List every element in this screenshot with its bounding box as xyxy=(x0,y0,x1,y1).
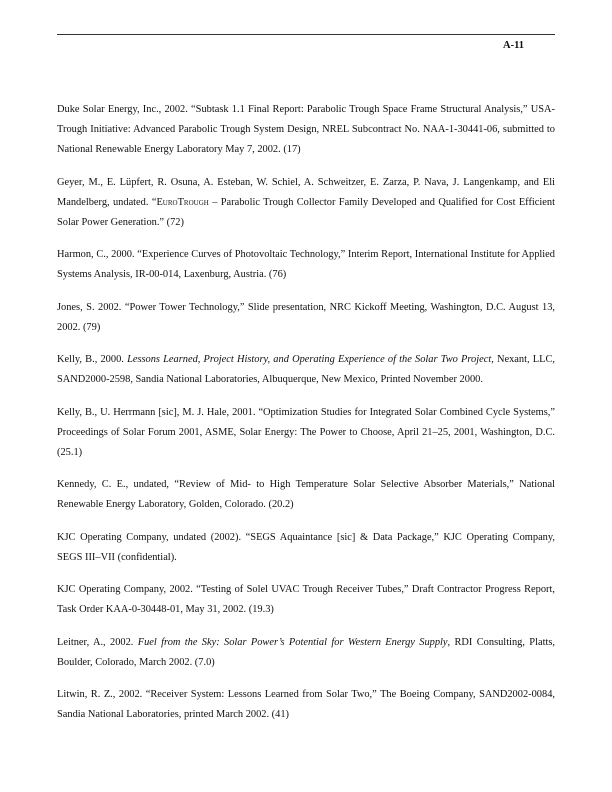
reference-list xyxy=(57,100,555,738)
reference-text: Leitner, A., 2002. xyxy=(57,636,138,648)
header-rule xyxy=(57,34,555,35)
reference-entry xyxy=(57,403,555,463)
reference-entry xyxy=(57,350,555,390)
reference-text: – Parabolic Trough Collector Family Developed and Qualified for Cost Efficient Solar Power Generation.” (72) xyxy=(57,196,555,228)
reference-entry xyxy=(57,580,555,620)
reference-text: Kennedy, C. E., undated, “Review of Mid- to High Temperature Solar Selective Absorber Materials,” National Renewable Energy Laboratory, Golden, Colorado. (20.2) xyxy=(57,479,555,510)
reference-entry xyxy=(57,173,555,233)
reference-entry xyxy=(57,685,555,725)
reference-entry xyxy=(57,298,555,338)
reference-smallcaps-title: EuroTrough xyxy=(156,196,209,208)
reference-text: , Nexant, LLC, SAND2000-2598, Sandia National Laboratories, Albuquerque, New Mexico, Printed November 2000. xyxy=(57,354,555,385)
reference-text: KJC Operating Company, undated (2002). “SEGS Aquaintance [sic] & Data Package,” KJC Operating Company, SEGS III–VII (confidential). xyxy=(57,531,555,563)
reference-italic-title: Fuel from the Sky: Solar Power’s Potential for Western Energy Supply xyxy=(137,636,448,648)
reference-entry xyxy=(57,528,555,568)
reference-italic-title: Lessons Learned, Project History, and Operating Experience of the Solar Two Project xyxy=(127,354,492,365)
reference-text: Geyer, M., E. Lüpfert, R. Osuna, A. Esteban, W. Schiel, A. Schweitzer, E. Zarza, P. Nava, J. Langenkamp, and Eli Mandelberg, undated. “ xyxy=(57,176,555,208)
reference-text: Kelly, B., 2000. xyxy=(57,354,128,365)
reference-text: Kelly, B., U. Herrmann [sic], M. J. Hale, 2001. “Optimization Studies for Integrated Solar Combined Cycle Systems,” Proceedings of Solar Forum 2001, ASME, Solar Energy: The Power to Choose, April 21–25, 2001, Washington, D.C. (25.1) xyxy=(57,406,555,458)
reference-entry xyxy=(57,245,555,285)
reference-text: , RDI Consulting, Platts, Boulder, Colorado, March 2002. (7.0) xyxy=(57,636,555,668)
reference-text: KJC Operating Company, 2002. “Testing of Solel UVAC Trough Receiver Tubes,” Draft Contractor Progress Report, Task Order KAA-0-30448-01, May 31, 2002. (19.3) xyxy=(57,584,555,615)
reference-text: Duke Solar Energy, Inc., 2002. “Subtask 1.1 Final Report: Parabolic Trough Space Frame Structural Analysis,” USA-Trough Initiative: Advanced Parabolic Trough System Design, NREL Subcontract No. NAA-1-30441-06, submitted to National Renewable Energy Laboratory May 7, 2002. (17) xyxy=(57,104,555,155)
reference-entry xyxy=(57,633,555,673)
reference-entry xyxy=(57,100,555,160)
reference-text: Harmon, C., 2000. “Experience Curves of Photovoltaic Technology,” Interim Report, International Institute for Applied Systems Analysis, IR-00-014, Laxenburg, Austria. (76) xyxy=(57,249,555,280)
reference-entry xyxy=(57,475,555,515)
reference-text: Jones, S. 2002. “Power Tower Technology,” Slide presentation, NRC Kickoff Meeting, Washington, D.C. August 13, 2002. (79) xyxy=(57,301,555,333)
reference-text: Litwin, R. Z., 2002. “Receiver System: Lessons Learned from Solar Two,” The Boeing Company, SAND2002-0084, Sandia National Laboratories, printed March 2002. (41) xyxy=(57,689,555,720)
page-number: A-11 xyxy=(503,40,524,51)
